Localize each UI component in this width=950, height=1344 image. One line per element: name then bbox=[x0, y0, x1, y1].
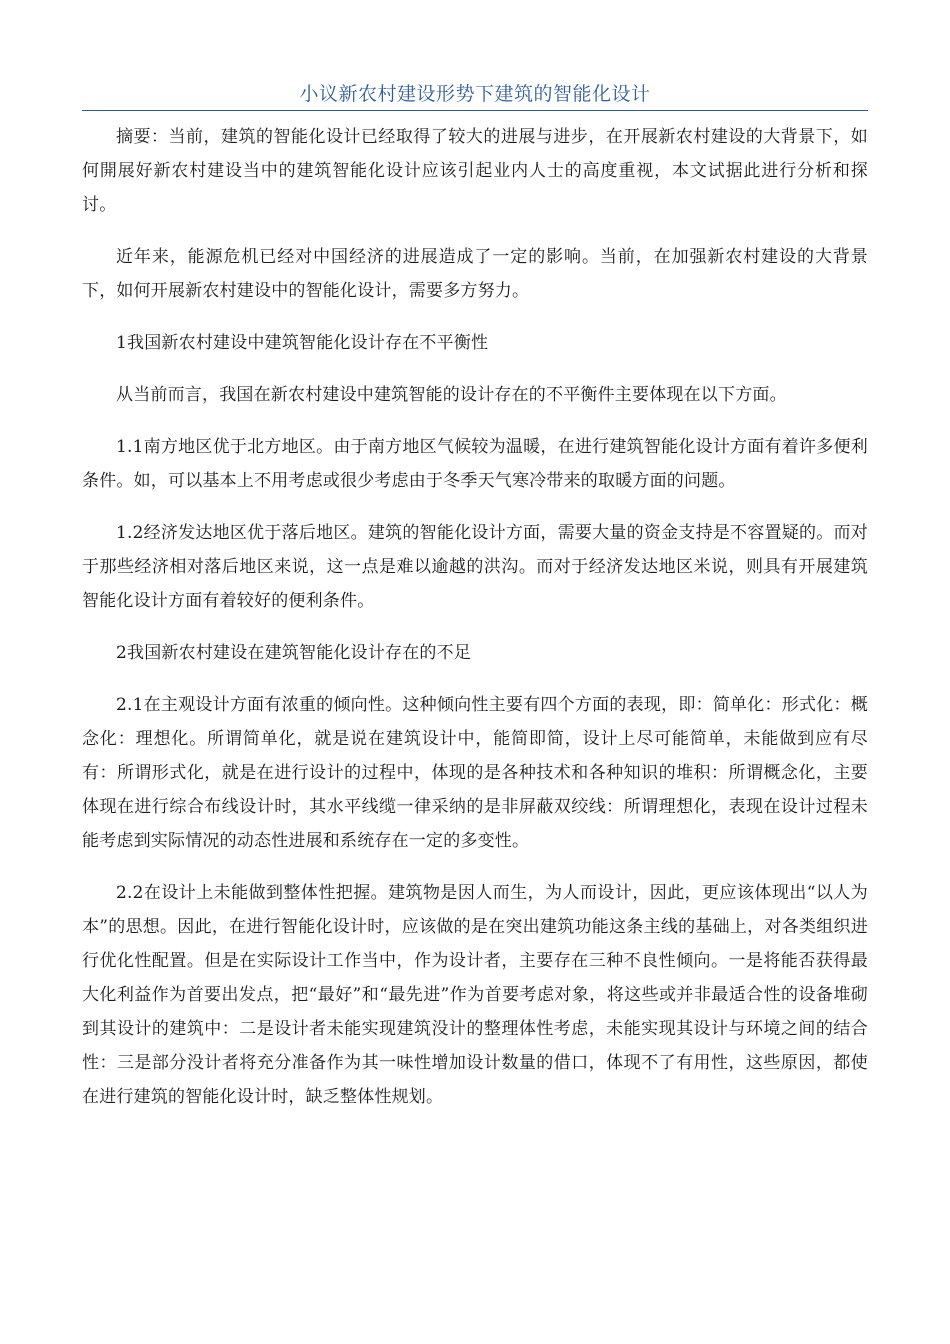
document-title: 小议新农村建设形势下建筑的智能化设计 bbox=[299, 83, 651, 105]
intro-paragraph: 近年来，能源危机已经对中国经济的进展造成了一定的影响。当前，在加强新农村建设的大背景下，如何开展新农村建设中的智能化设计，需要多方努力。 bbox=[82, 247, 868, 301]
abstract-paragraph: 摘要：当前，建筑的智能化设计已经取得了较大的进展与进步，在开展新农村建设的大背景下，如何開展好新农村建设当中的建筑智能化设计应该引起业内人士的高度重视，本文试据此进行分析和探讨。 bbox=[82, 127, 868, 215]
document-body bbox=[82, 120, 868, 1132]
section-1-heading: 1我国新农村建设中建筑智能化设计存在不平衡性 bbox=[116, 333, 489, 353]
section-2-2-paragraph: 2.2在设计上未能做到整体性把握。建筑物是因人而生，为人而设计，因此，更应该体现出“以人为本”的思想。因此，在进行智能化设计时，应该做的是在突出建筑功能这条主线的基础上，对各类组织进行优化性配置。但是在实际设计工作当中，作为设计者，主要存在三种不良性倾向。一是将能否获得最大化利益作为首要出发点，把“最好”和“最先进”作为首要考虑对象，将这些或并非最适合性的设备堆砌到其设计的建筑中：二是设计者未能实现建筑没计的整理体性考虑，未能实现其设计与环境之间的结合性：三是部分没计者将充分准备作为其一味性增加设计数量的借口，体现不了有用性，这些原因，都使在进行建筑的智能化设计时，缺乏整体性规划。 bbox=[82, 883, 868, 1107]
section-1-2-paragraph: 1.2经济发达地区优于落后地区。建筑的智能化设计方面，需要大量的资金支持是不容置疑的。而对于那些经济相对落后地区来说，这一点是难以逾越的洪沟。而对于经济发达地区米说，则具有开展建筑智能化设计方面有着较好的便利条件。 bbox=[82, 523, 868, 611]
document-header bbox=[82, 80, 868, 111]
section-2-heading: 2我国新农村建设在建筑智能化设计存在的不足 bbox=[116, 643, 472, 663]
section-2-1-paragraph: 2.1在主观设计方面有浓重的倾向性。这种倾向性主要有四个方面的表现，即：简单化：形式化：概念化：理想化。所谓简单化，就是说在建筑设计中，能简即简，设计上尽可能简单，未能做到应有尽有：所谓形式化，就是在进行设计的过程中，体现的是各种技术和各种知识的堆积：所谓概念化，主要体现在进行综合布线设计时，其水平线缆一律采纳的是非屏蔽双绞线：所谓理想化，表现在设计过程未能考虑到实际情况的动态性进展和系统存在一定的多变性。 bbox=[82, 695, 868, 851]
section-1-intro-paragraph: 从当前而言，我国在新农村建设中建筑智能的设计存在的不平衡件主要体现在以下方面。 bbox=[116, 385, 787, 405]
section-1-1-paragraph: 1.1南方地区优于北方地区。由于南方地区气候较为温暖，在进行建筑智能化设计方面有着许多便利条件。如，可以基本上不用考虑或很少考虑由于冬季天气寒冷带来的取暖方面的问题。 bbox=[82, 437, 868, 491]
